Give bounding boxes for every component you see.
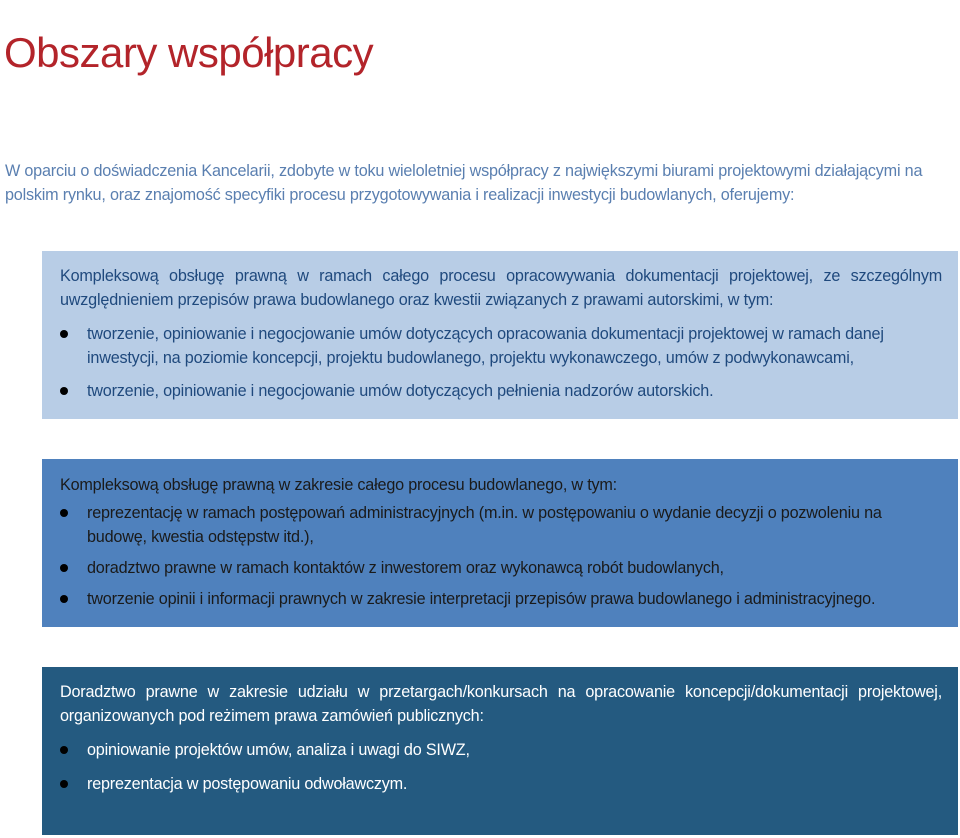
bullet-icon: [60, 330, 68, 338]
bullet-icon: [60, 387, 68, 395]
list-item: [60, 557, 942, 580]
list-item-text: tworzenie, opiniowanie i negocjowanie umów dotyczących opracowania dokumentacji projektowej w ramach danej inwestycji, na poziomie koncepcji, projektu budowlanego, projektu wykonawczego, umów z podwykonawcami,: [87, 325, 884, 367]
bullet-icon: [60, 564, 68, 572]
bullet-icon: [60, 746, 68, 754]
bullet-icon: [60, 780, 68, 788]
list-item: [60, 588, 942, 611]
list-item-text: reprezentacja w postępowaniu odwoławczym.: [87, 775, 408, 793]
section-panel-tenders: [42, 667, 958, 835]
intro-paragraph: W oparciu o doświadczenia Kancelarii, zdobyte w toku wieloletniej współpracy z największymi biurami projektowymi działającymi na polskim rynku, oraz znajomość specyfiki procesu przygotowywania i realizacji inwestycji budowlanych, oferujemy:: [5, 162, 923, 204]
list-item-text: tworzenie, opiniowanie i negocjowanie umów dotyczących pełnienia nadzorów autorskich.: [87, 382, 714, 400]
list-item: [60, 323, 942, 370]
list-item-text: doradztwo prawne w ramach kontaktów z inwestorem oraz wykonawcą robót budowlanych,: [87, 559, 724, 577]
list-item: [60, 739, 942, 762]
bullet-icon: [60, 595, 68, 603]
section-heading: Kompleksową obsługę prawną w ramach całego procesu opracowywania dokumentacji projektowej, ze szczególnym uwzględnieniem przepisów prawa budowlanego oraz kwestii związanych z prawami autorskimi, w tym:: [60, 267, 942, 309]
section-heading: Doradztwo prawne w zakresie udziału w przetargach/konkursach na opracowanie koncepcji/dokumentacji projektowej, organizowanych pod reżimem prawa zamówień publicznych:: [60, 683, 942, 725]
list-item-text: opiniowanie projektów umów, analiza i uwagi do SIWZ,: [87, 741, 470, 759]
section-bullet-list: [60, 739, 942, 796]
page-title: Obszary współpracy: [4, 29, 374, 77]
section-bullet-list: [60, 502, 942, 611]
section-panel-construction: [42, 459, 958, 627]
list-item-text: tworzenie opinii i informacji prawnych w zakresie interpretacji przepisów prawa budowlanego i administracyjnego.: [87, 590, 876, 608]
section-heading: Kompleksową obsługę prawną w zakresie całego procesu budowlanego, w tym:: [60, 476, 617, 494]
list-item: [60, 502, 942, 549]
list-item: [60, 380, 942, 403]
section-bullet-list: [60, 323, 942, 403]
list-item-text: reprezentację w ramach postępowań administracyjnych (m.in. w postępowaniu o wydanie decyzji o pozwoleniu na budowę, kwestia odstępstw itd.),: [87, 504, 882, 546]
list-item: [60, 773, 942, 796]
bullet-icon: [60, 509, 68, 517]
section-panel-documentation: [42, 251, 958, 419]
